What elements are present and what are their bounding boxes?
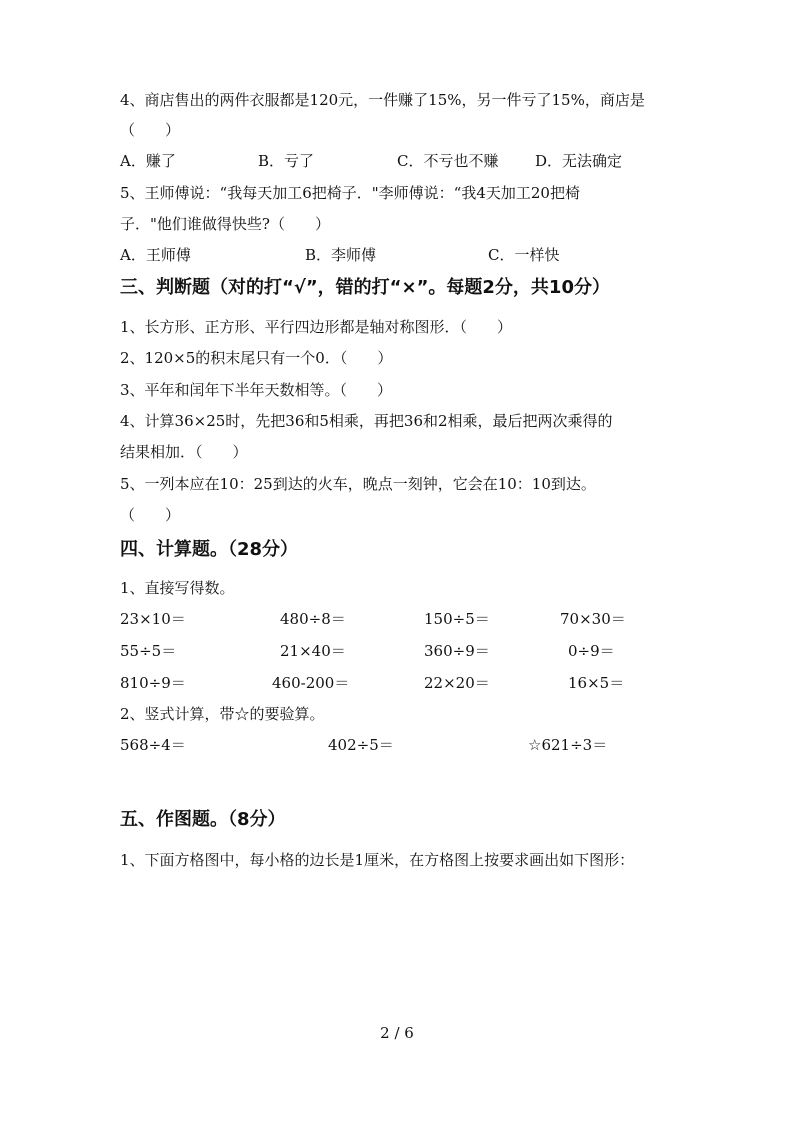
q5-option-c: C．一样快 xyxy=(488,246,560,264)
judge-item-5-line1: 5、一列本应在10：25到达的火车，晚点一刻钟，它会在10：10到达。 xyxy=(120,475,596,493)
calc-cell: 16×5＝ xyxy=(568,674,625,692)
calc-sub2: 2、竖式计算，带☆的要验算。 xyxy=(120,705,325,723)
calc-cell: 70×30＝ xyxy=(560,610,626,628)
calc-cell: 460-200＝ xyxy=(272,674,350,692)
calc-cell: 22×20＝ xyxy=(424,674,490,692)
draw-sub1: 1、下面方格图中，每小格的边长是1厘米，在方格图上按要求画出如下图形： xyxy=(120,851,635,869)
section3-heading: 三、判断题（对的打“√”，错的打“×”。每题2分，共10分） xyxy=(120,277,610,298)
q4-stem-line1: 4、商店售出的两件衣服都是120元，一件赚了15%，另一件亏了15%，商店是 xyxy=(120,91,645,109)
judge-item-4-line2: 结果相加．（ ） xyxy=(120,443,248,461)
q5-option-b: B．李师傅 xyxy=(305,246,377,264)
page-number: 2 / 6 xyxy=(380,1024,414,1042)
calc-cell: 55÷5＝ xyxy=(120,642,177,660)
calc-cell: 0÷9＝ xyxy=(568,642,615,660)
section5-heading: 五、作图题。（8分） xyxy=(120,809,286,830)
vertical-calc-item: 568÷4＝ xyxy=(120,736,186,754)
calc-cell: 480÷8＝ xyxy=(280,610,346,628)
q5-stem-line2: 子．"他们谁做得快些?（ ） xyxy=(120,215,330,233)
calc-cell: 810÷9＝ xyxy=(120,674,186,692)
vertical-calc-item: 402÷5＝ xyxy=(328,736,394,754)
judge-item-2: 2、120×5的积末尾只有一个0．（ ） xyxy=(120,349,393,367)
judge-item-1: 1、长方形、正方形、平行四边形都是轴对称图形．（ ） xyxy=(120,318,513,336)
section4-heading: 四、计算题。（28分） xyxy=(120,539,299,560)
q4-option-a: A．赚了 xyxy=(120,152,176,170)
calc-cell: 23×10＝ xyxy=(120,610,186,628)
calc-cell: 150÷5＝ xyxy=(424,610,490,628)
calc-sub1: 1、直接写得数。 xyxy=(120,579,235,597)
q4-option-c: C．不亏也不赚 xyxy=(397,152,499,170)
q4-option-b: B．亏了 xyxy=(258,152,315,170)
calc-cell: 21×40＝ xyxy=(280,642,346,660)
q4-stem-line2: （ ） xyxy=(120,121,181,139)
calc-cell: 360÷9＝ xyxy=(424,642,490,660)
judge-item-4-line1: 4、计算36×25时，先把36和5相乘，再把36和2相乘，最后把两次乘得的 xyxy=(120,412,613,430)
q4-option-d: D．无法确定 xyxy=(535,152,623,170)
q5-option-a: A．王师傅 xyxy=(120,246,191,264)
q5-stem-line1: 5、王师傅说：“我每天加工6把椅子．"李师傅说：“我4天加工20把椅 xyxy=(120,184,580,202)
judge-item-5-line2: （ ） xyxy=(120,506,181,524)
vertical-calc-item: ☆621÷3＝ xyxy=(528,736,608,754)
judge-item-3: 3、平年和闰年下半年天数相等。（ ） xyxy=(120,381,393,399)
